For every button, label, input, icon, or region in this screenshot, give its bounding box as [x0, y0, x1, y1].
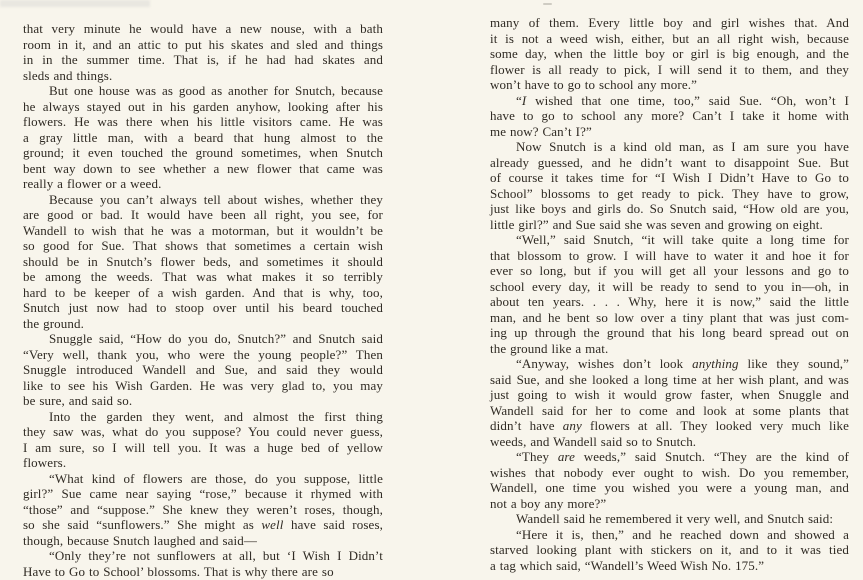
- text-line: Have to Go to School’ blossoms. That is why there are so: [23, 563, 334, 579]
- text-line: man, and he bent so low over a tiny plant that was just com-: [490, 309, 849, 325]
- text-line: weeds, and Wandell said so to Snutch.: [490, 433, 697, 449]
- text-line: he always stayed out in his garden anyhow, looking after his: [23, 98, 383, 114]
- text-line: “I wished that one time, too,” said Sue. “Oh, won’t I: [516, 92, 849, 108]
- paragraph: [490, 449, 849, 511]
- text-line: that blossom to grow. I will have to water it and hoe it for: [490, 247, 849, 263]
- text-line: like to see his Wish Garden. He was very glad to, you may: [23, 377, 383, 393]
- text-line: in in the summer time. That is, if he had had skates and: [23, 52, 383, 67]
- text-line: ing up through the ground that his long beard spread out on: [490, 325, 849, 340]
- text-line: so she said “sunflowers.” She might as well have said roses,: [23, 517, 383, 532]
- text-line: have to go to school any more? Can’t I take it home with: [490, 108, 849, 123]
- paragraph: [23, 83, 383, 192]
- text-line: though, because Snutch laughed and said—: [23, 532, 258, 548]
- text-column-right: [490, 15, 849, 573]
- paragraph: [23, 409, 383, 471]
- text-line: wishes that nobody ever ought to wish. Do you remember,: [490, 464, 849, 480]
- text-line: Wandell said he remembered it very well, and Snutch said:: [516, 511, 834, 526]
- text-line: girl?” Sue came near saying “rose,” because it rhymed with: [23, 486, 383, 501]
- paragraph: [23, 331, 383, 409]
- text-line: sleds and things.: [23, 67, 113, 83]
- text-line: “those” and “suppose.” She knew they weren’t roses, though,: [23, 501, 383, 517]
- paragraph: [23, 548, 383, 579]
- text-line: that very minute he would have a new nouse, with a bath: [23, 21, 383, 36]
- text-line: “Here it is, then,” and he reached down and showed a: [516, 526, 849, 542]
- scan-artifact-dash: [543, 3, 552, 5]
- text-line: “Anyway, wishes don’t look anything like they sound,”: [516, 356, 849, 371]
- text-line: “Only they’re not sunflowers at all, but ‘I Wish I Didn’t: [49, 548, 383, 563]
- text-line: the ground.: [23, 315, 85, 331]
- text-line: just like boys and girls do. So Snutch said, “How old are you,: [490, 201, 849, 216]
- text-line: Into the garden they went, and almost the first thing: [49, 408, 383, 424]
- text-line: ground; it even touched the ground sometimes, when Snutch: [23, 145, 383, 160]
- text-line: school every day, it will be ready to send to you in—oh, in: [490, 278, 849, 294]
- text-line: Now Snutch is a kind old man, as I am sure you have: [516, 139, 849, 154]
- text-line: about ten years. . . . Why, here it is now,” said the little: [490, 294, 849, 309]
- paragraph: [490, 15, 849, 93]
- text-line: the ground like a mat.: [490, 340, 609, 356]
- paragraph: [23, 471, 383, 549]
- text-line: flowers.: [23, 455, 67, 470]
- text-line: should be in Snutch’s flower beds, and sometimes it should: [23, 253, 383, 269]
- text-line: some day, when the little boy or girl is big enough, and the: [490, 46, 849, 61]
- paragraph: [490, 232, 849, 356]
- text-line: be sure, and said so.: [23, 393, 133, 408]
- text-line: be among the weeds. That was what makes it so terribly: [23, 269, 383, 284]
- text-line: little girl?” and Sue said she was seven and growing on eight.: [490, 216, 823, 232]
- text-line: they saw was, what do you suppose? You could never guess,: [23, 424, 383, 439]
- text-line: me now? Can’t I?”: [490, 123, 592, 139]
- text-line: room in it, and an attic to put his skates and sled and things: [23, 36, 383, 52]
- text-line: it is not a weed wish, either, but an all right wish, because: [490, 30, 849, 46]
- text-line: won’t have to go to school any more.”: [490, 77, 697, 92]
- text-line: hard to be keeper of a wish garden. And that is why, too,: [23, 284, 383, 300]
- text-line: Snuggle said, “How do you do, Snutch?” and Snutch said: [49, 331, 383, 346]
- text-line: many of them. Every little boy and girl wishes that. And: [490, 15, 849, 30]
- paragraph: [490, 93, 849, 140]
- paragraph: [490, 527, 849, 574]
- text-line: really a flower or a weed.: [23, 176, 162, 191]
- text-line: Wandell, one time you wished you were a young man, and: [490, 480, 849, 495]
- text-line: just going to wish it would grow faster, when Snuggle and: [490, 387, 849, 402]
- paragraph: [490, 511, 849, 527]
- text-line: School” blossoms to get ready to pick. They have to grow,: [490, 185, 849, 201]
- paragraph: [23, 192, 383, 332]
- text-line: said Sue, and she looked a long time at her wish plant, and was: [490, 371, 849, 387]
- text-line: “Well,” said Snutch, “it will take quite a long time for: [516, 232, 849, 247]
- text-line: already guessed, and he didn’t want to disappoint Sue. But: [490, 154, 849, 170]
- text-line: Wandell said for her to come and look at some plants that: [490, 402, 849, 418]
- paragraph: [490, 139, 849, 232]
- text-line: not a boy any more?”: [490, 495, 607, 511]
- text-line: Because you can’t always tell about wishes, whether they: [49, 191, 383, 207]
- text-line: didn’t have any flowers at all. They looked very much like: [490, 418, 849, 433]
- text-line: are good or bad. It would have been all right, you see, for: [23, 207, 383, 222]
- text-line: “Very well, thank you, who were the young people?” Then: [23, 346, 383, 362]
- text-line: But one house was as good as another for Snutch, because: [49, 83, 383, 98]
- text-column-left: [23, 21, 383, 579]
- text-line: a gray little man, with a beard that hung almost to the: [23, 129, 383, 145]
- scan-artifact-top-band: [0, 0, 150, 7]
- text-line: “What kind of flowers are those, do you suppose, little: [49, 470, 383, 486]
- text-line: ever so long, but if you will get all your lessons and go to: [490, 263, 849, 278]
- text-line: of course it takes time for “I Wish I Didn’t Have to Go to: [490, 170, 849, 185]
- text-line: Snuggle introduced Wandell and Sue, and said they would: [23, 362, 383, 377]
- paragraph: [490, 356, 849, 449]
- text-line: flowers. He was there when his little visitors came. He was: [23, 114, 383, 129]
- text-line: a tag which said, “Wandell’s Weed Wish No. 175.”: [490, 557, 765, 573]
- paragraph: [23, 21, 383, 83]
- text-line: “They are weeds,” said Snutch. “They are the kind of: [516, 449, 849, 464]
- text-line: I am sure, so I will tell you. It was a huge bed of yellow: [23, 439, 383, 455]
- text-line: starved looking plant with stickers on it, and to it was tied: [490, 542, 849, 557]
- text-line: bent way down to see whether a new flower that came was: [23, 160, 383, 176]
- text-line: flower is all ready to pick, I will send it to them, and they: [490, 61, 849, 77]
- text-line: Wandell to wish that he was a motorman, but it wouldn’t be: [23, 222, 383, 238]
- text-line: so good for Sue. That shows that sometimes a certain wish: [23, 238, 383, 253]
- text-line: Snutch just now had to stoop over until his beard touched: [23, 300, 383, 315]
